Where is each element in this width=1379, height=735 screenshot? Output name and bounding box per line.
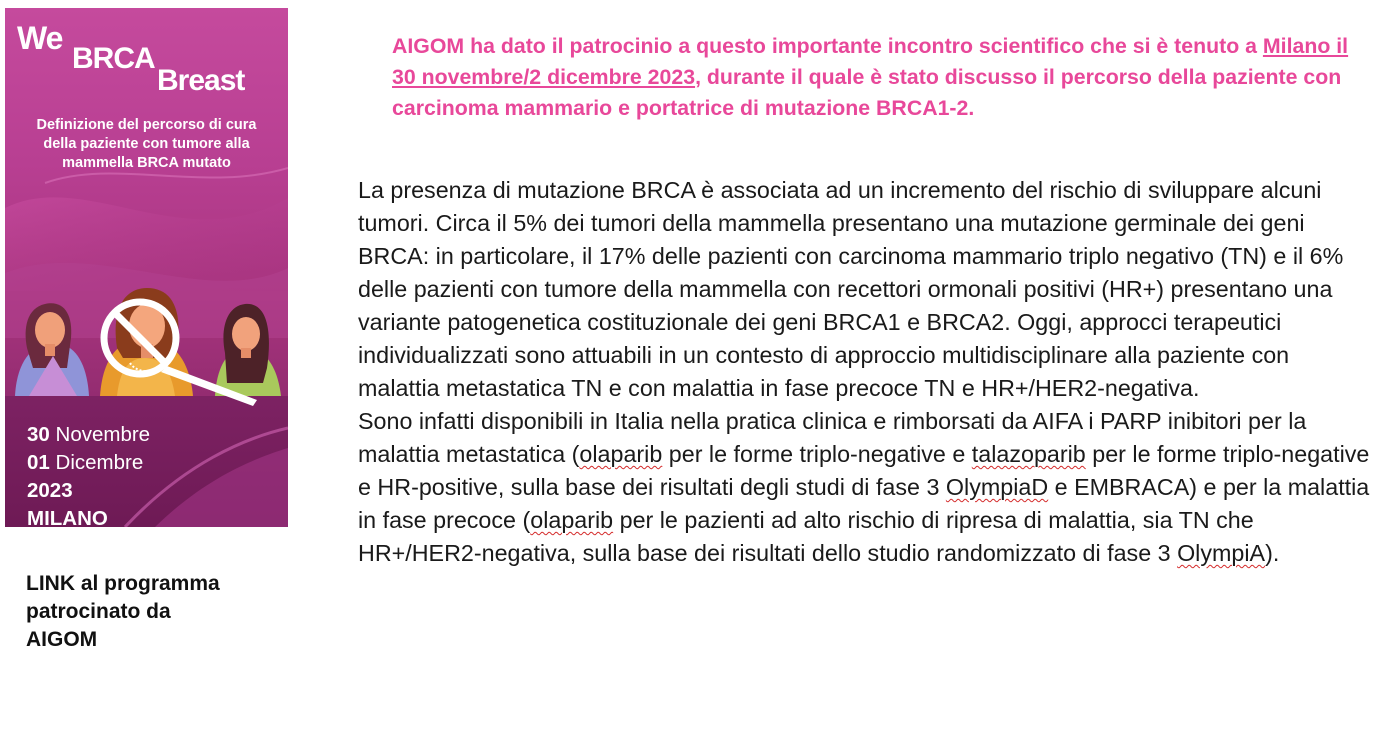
- date-city: MILANO: [27, 507, 108, 527]
- announcement-text-1: AIGOM ha dato il patrocinio a questo importante incontro scientifico che si è tenuto a: [392, 34, 1263, 58]
- announcement-text-2: , durante il quale è stato discusso il percorso della paziente con carcinoma mammario e portatrice di mutazione BRCA1-2.: [392, 65, 1342, 120]
- event-date-link[interactable]: Milano il 30 novembre/2 dicembre 2023: [392, 34, 1349, 89]
- drug-talazoparib: talazoparib: [971, 441, 1086, 467]
- article-body: [358, 174, 1373, 570]
- body-paragraph-2: [358, 405, 1373, 570]
- poster-subtitle: Definizione del percorso di cura della paziente con tumore alla mammella BRCA mutato: [36, 117, 257, 171]
- poster-dates: [27, 421, 150, 527]
- date-day-1: 30: [27, 423, 50, 446]
- drug-olaparib: olaparib: [579, 441, 663, 467]
- p2-segment-c: per le forme triplo-negative e HR-positive, sulla base dei risultati degli studi di fase 3: [358, 441, 1370, 500]
- study-olympiad: OlympiaD: [945, 474, 1049, 500]
- logo-brca: BRCA: [72, 42, 155, 75]
- body-paragraph-1: La presenza di mutazione BRCA è associata ad un incremento del rischio di sviluppare alcuni tumori. Circa il 5% dei tumori della mammella presentano una mutazione germinale dei geni BRCA: in particolare, il 17% delle pazienti con carcinoma mammario triplo negativo (TN) e il 6% delle pazienti con tumore della mammella con recettori ormonali positivi (HR+) presentano una variante patogenetica costituzionale dei geni BRCA1 e BRCA2. Oggi, approcci terapeutici individualizzati sono attuabili in un contesto di approccio multidisciplinare alla paziente con malattia metastatica TN e con malattia in fase precoce TN e HR+/HER2-negativa.: [358, 177, 1344, 401]
- date-year: 2023: [27, 479, 73, 502]
- p2-segment-b: per le forme triplo-negative e: [662, 441, 972, 467]
- logo-we: We: [17, 20, 63, 56]
- date-line-1: [27, 421, 150, 449]
- date-month-2: Dicembre: [55, 451, 144, 474]
- p2-segment-f: ).: [1265, 540, 1280, 566]
- p2-segment-e: per le pazienti ad alto rischio di ripresa di malattia, sia TN che HR+/HER2-negativa, sulla base dei risultati dello studio randomizzato di fase 3: [358, 507, 1254, 566]
- logo-breast: Breast: [157, 64, 245, 97]
- program-link-label[interactable]: LINK al programma patrocinato da AIGOM: [26, 572, 220, 651]
- p2-segment-d: e EMBRACA) e per la malattia in fase precoce (: [358, 474, 1370, 533]
- date-day-2: 01: [27, 451, 50, 474]
- p2-segment-a: Sono infatti disponibili in Italia nella pratica clinica e rimborsati da AIFA i PARP inibitori per la malattia metastatica (: [358, 408, 1307, 467]
- sponsorship-announcement: [392, 31, 1377, 124]
- event-poster[interactable]: [5, 8, 288, 527]
- study-olympia: OlympiA: [1177, 540, 1266, 566]
- drug-olaparib-2: olaparib: [530, 507, 614, 533]
- date-month-1: Novembre: [55, 423, 151, 446]
- date-line-2: [27, 449, 150, 477]
